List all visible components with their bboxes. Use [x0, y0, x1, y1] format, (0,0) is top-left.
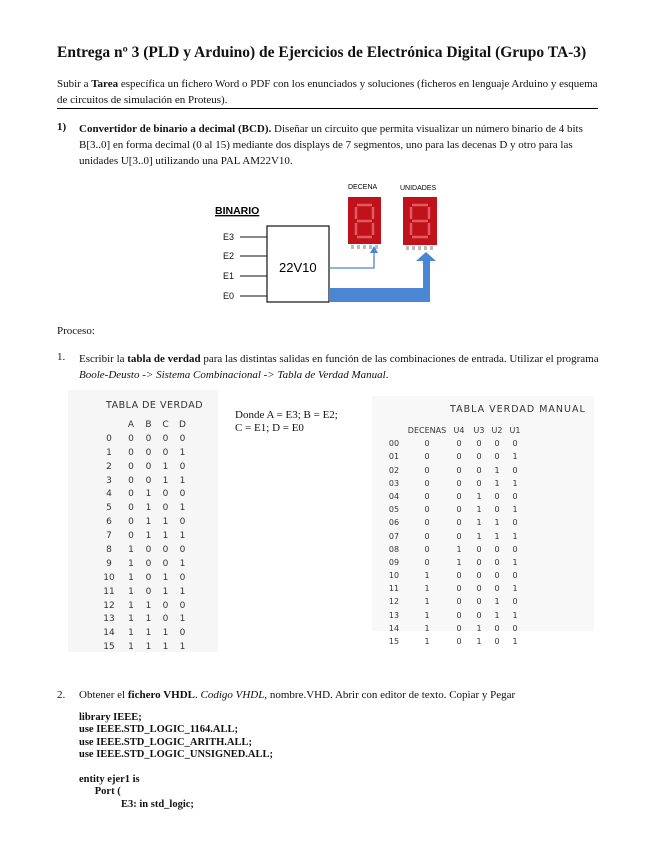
- input-label-e0: E0: [223, 291, 235, 301]
- table1-cell: 1: [128, 600, 134, 611]
- table2-cell: 04: [388, 491, 400, 501]
- table2-cell: 1: [494, 518, 500, 528]
- exercise-number: 1): [57, 121, 67, 133]
- step-1-italic: Boole-Deusto -> Sistema Combinacional -> Tabla de Verdad Manual: [79, 369, 386, 381]
- table1-cell: 0: [106, 433, 112, 444]
- table2-cell: 0: [476, 610, 482, 620]
- table1-cell: 3: [106, 475, 112, 486]
- table1-cell: 0: [128, 517, 134, 528]
- step-2-mid: .: [195, 689, 201, 701]
- table1-cell: 1: [179, 447, 186, 458]
- table1-cell: 1: [145, 517, 152, 528]
- table1-cell: 2: [106, 461, 112, 472]
- table2-cell: 1: [512, 478, 518, 488]
- note-line-1: Donde A = E3; B = E2;: [235, 409, 338, 421]
- table2-cell: 1: [494, 465, 500, 475]
- step-1-mid: para las distintas salidas en función de las combinaciones de entrada. Utilizar el programa: [200, 353, 599, 365]
- table2-cell: 0: [456, 597, 462, 607]
- step-2-italic: Codigo VHDL: [200, 689, 265, 701]
- table2-cell: 1: [424, 637, 430, 646]
- table2-cell: 0: [456, 571, 462, 581]
- table2-cell: 0: [424, 439, 430, 449]
- table2-cell: 1: [512, 610, 518, 620]
- table1-cell: 4: [106, 489, 112, 500]
- table2-header-cell: U1: [509, 426, 521, 435]
- table2-cell: 1: [424, 597, 430, 607]
- table2-cell: 0: [476, 557, 482, 567]
- note-line-2: C = E1; D = E0: [235, 422, 304, 434]
- table1-cell: 1: [162, 461, 169, 472]
- table2-cell: 1: [456, 557, 462, 567]
- table1-cell: 1: [179, 614, 186, 625]
- table1-cell: 6: [106, 517, 112, 528]
- table2-cell: 0: [476, 584, 482, 594]
- table1-cell: 1: [162, 572, 169, 583]
- step-1-end: .: [385, 369, 389, 381]
- table2-cell: 1: [512, 505, 518, 515]
- table2-cell: 03: [388, 478, 400, 488]
- divider: [57, 108, 598, 109]
- table1-cell: 14: [103, 628, 115, 639]
- table1-cell: 0: [128, 475, 134, 486]
- binario-label: BINARIO: [215, 205, 260, 217]
- table2-cell: 1: [512, 584, 518, 594]
- table1-cell: 1: [145, 628, 152, 639]
- decena-wire: [329, 250, 374, 268]
- table1-cell: 0: [128, 531, 134, 542]
- table1-cell: 0: [162, 600, 169, 611]
- table1-cell: 1: [162, 475, 169, 486]
- table2-cell: 0: [494, 623, 500, 633]
- table2-cell: 0: [476, 452, 482, 462]
- table2-cell: 1: [512, 637, 518, 646]
- table1-header-cell: B: [145, 420, 152, 430]
- table1-cell: 0: [179, 545, 186, 556]
- table2-cell: 02: [388, 465, 400, 475]
- table2-cell: 1: [512, 531, 518, 541]
- table2-cell: 0: [424, 544, 430, 554]
- table1-cell: 0: [128, 433, 134, 444]
- exercise-1-heading: Convertidor de binario a decimal (BCD).: [79, 123, 272, 135]
- table1-cell: 0: [162, 503, 169, 514]
- table1-header-cell: A: [127, 420, 135, 430]
- step-2-pre: Obtener el: [79, 689, 128, 701]
- table1-cell: 0: [179, 600, 186, 611]
- table1-cell: 0: [128, 503, 134, 514]
- table2-cell: 0: [512, 518, 518, 528]
- page-title: Entrega nº 3 (PLD y Arduino) de Ejercicios de Electrónica Digital (Grupo TA-3): [57, 44, 587, 61]
- table1-cell: 1: [179, 558, 186, 569]
- table1-grid: [96, 419, 191, 655]
- table2-cell: 1: [476, 637, 482, 646]
- table1-cell: 0: [179, 433, 186, 444]
- table2-cell: 0: [494, 584, 500, 594]
- table1-cell: 0: [145, 545, 152, 556]
- table2-cell: 1: [424, 610, 430, 620]
- table2-cell: 13: [388, 610, 400, 620]
- table2-cell: 0: [424, 557, 430, 567]
- table1-cell: 1: [145, 503, 152, 514]
- table1-cell: 1: [145, 489, 152, 500]
- table1-cell: 0: [145, 433, 152, 444]
- table1-cell: 1: [128, 586, 134, 597]
- exercise-1-statement: [79, 121, 601, 169]
- table1-cell: 0: [145, 475, 152, 486]
- table2-cell: 0: [494, 557, 500, 567]
- table2-cell: 0: [476, 571, 482, 581]
- handwritten-truth-table: [68, 390, 218, 652]
- table1-title: TABLA DE VERDAD: [106, 400, 204, 411]
- table2-cell: 1: [476, 491, 482, 501]
- table2-cell: 1: [494, 597, 500, 607]
- input-label-e2: E2: [223, 251, 235, 261]
- table1-cell: 5: [106, 503, 112, 514]
- table1-cell: 0: [179, 572, 186, 583]
- intro-paragraph: [57, 76, 605, 108]
- table1-cell: 10: [103, 572, 115, 583]
- table1-cell: 0: [128, 461, 134, 472]
- table1-cell: 1: [162, 642, 169, 653]
- table1-header-cell: [96, 419, 122, 433]
- table2-cell: 0: [512, 597, 518, 607]
- table2-header-cell: [382, 424, 406, 437]
- table2-cell: 1: [424, 571, 430, 581]
- table1-cell: 0: [128, 489, 134, 500]
- table2-cell: 09: [388, 557, 400, 567]
- table1-header-cell: D: [179, 420, 186, 430]
- table2-header-cell: U2: [491, 426, 503, 435]
- table2-cell: 1: [494, 610, 500, 620]
- table2-cell: 0: [476, 439, 482, 449]
- table2-cell: 0: [512, 491, 518, 501]
- table1-cell: 1: [145, 600, 152, 611]
- decena-display: [348, 197, 381, 249]
- handwritten-manual-table: [372, 396, 594, 646]
- step-1-number: 1.: [57, 351, 66, 363]
- table2-cell: 0: [476, 465, 482, 475]
- proceso-label: Proceso:: [57, 325, 95, 337]
- table1-cell: 1: [162, 517, 169, 528]
- table1-cell: 1: [106, 447, 112, 458]
- table1-cell: 1: [128, 558, 134, 569]
- table1-cell: 0: [179, 517, 186, 528]
- table2-cell: 0: [424, 518, 430, 528]
- table1-cell: 1: [179, 531, 186, 542]
- table2-grid: [382, 424, 524, 648]
- table2-cell: 0: [494, 439, 500, 449]
- table2-cell: 0: [456, 439, 462, 449]
- table2-cell: 0: [512, 544, 518, 554]
- step-1-pre: Escribir la: [79, 353, 128, 365]
- table1-cell: 1: [145, 614, 152, 625]
- table1-header-cell: C: [162, 420, 169, 430]
- step-1-text: [79, 351, 604, 383]
- exercise-1-text: Diseñar un circuito que permita visualizar un número binario de 4 bits B[3..0] en forma decimal (0 al 15) mediante dos displays de 7 segmentos, uno para las decenas D y otro para las unidades U[3..0] utilizando una PAL AM22V10.: [79, 123, 583, 167]
- table2-cell: 0: [476, 478, 482, 488]
- unidades-display: [403, 197, 437, 250]
- table2-cell: 0: [456, 623, 462, 633]
- table2-title: TABLA VERDAD MANUAL: [450, 404, 586, 415]
- table2-cell: 0: [456, 465, 462, 475]
- step-2-text: [79, 689, 515, 701]
- table1-cell: 1: [179, 503, 186, 514]
- input-label-e1: E1: [223, 271, 235, 281]
- unidades-bus-arrow: [329, 252, 436, 302]
- table2-cell: 0: [512, 465, 518, 475]
- table2-cell: 0: [424, 478, 430, 488]
- table2-cell: 0: [494, 505, 500, 515]
- variable-mapping-note: [235, 409, 338, 435]
- table2-cell: 0: [456, 637, 462, 646]
- unidades-label: UNIDADES: [400, 185, 437, 192]
- table2-cell: 06: [388, 518, 400, 528]
- table2-cell: 0: [456, 518, 462, 528]
- table2-cell: 1: [494, 478, 500, 488]
- table2-cell: 07: [388, 531, 400, 541]
- table1-cell: 1: [128, 628, 134, 639]
- intro-text: Subir a: [57, 78, 92, 90]
- step-2-end: , nombre.VHD. Abrir con editor de texto. Copiar y Pegar: [264, 689, 516, 701]
- table2-cell: 0: [512, 623, 518, 633]
- table2-cell: 1: [494, 531, 500, 541]
- table2-cell: 0: [456, 610, 462, 620]
- table1-cell: 9: [106, 558, 112, 569]
- table2-cell: 0: [424, 452, 430, 462]
- table1-cell: 0: [128, 447, 134, 458]
- vhdl-code-block: library IEEE; use IEEE.STD_LOGIC_1164.ALL; use IEEE.STD_LOGIC_ARITH.ALL; use IEEE.STD_LOGIC_UNSIGNED.ALL; entity ejer1 is Port ( E3: in std_logic;: [79, 712, 274, 810]
- table2-cell: 14: [388, 623, 400, 633]
- table2-cell: 01: [388, 452, 400, 462]
- table2-header-cell: U3: [473, 426, 485, 435]
- table2-cell: 11: [388, 584, 400, 594]
- table2-cell: 0: [456, 452, 462, 462]
- table1-cell: 0: [145, 558, 152, 569]
- input-label-e3: E3: [223, 232, 235, 242]
- circuit-diagram: [205, 178, 455, 310]
- table1-cell: 1: [179, 586, 186, 597]
- table2-cell: 0: [456, 491, 462, 501]
- table1-cell: 0: [162, 489, 169, 500]
- table2-cell: 1: [476, 518, 482, 528]
- table1-cell: 1: [128, 572, 134, 583]
- table2-cell: 08: [388, 544, 400, 554]
- table2-cell: 1: [476, 531, 482, 541]
- table1-cell: 0: [145, 572, 152, 583]
- table2-cell: 1: [512, 452, 518, 462]
- table2-cell: 0: [512, 439, 518, 449]
- table2-cell: 1: [476, 623, 482, 633]
- table1-cell: 8: [106, 545, 112, 556]
- table1-cell: 1: [128, 642, 134, 653]
- table2-cell: 1: [456, 544, 462, 554]
- table1-cell: 1: [162, 586, 169, 597]
- table2-cell: 0: [456, 505, 462, 515]
- table1-cell: 0: [145, 586, 152, 597]
- table1-cell: 0: [179, 628, 186, 639]
- table1-cell: 1: [162, 531, 169, 542]
- table2-cell: 0: [476, 544, 482, 554]
- table1-cell: 1: [162, 628, 169, 639]
- table1-cell: 1: [179, 642, 186, 653]
- table2-cell: 1: [512, 557, 518, 567]
- table2-cell: 0: [456, 478, 462, 488]
- table2-cell: 1: [424, 623, 430, 633]
- table2-header-cell: U4: [453, 426, 465, 435]
- table2-cell: 00: [388, 439, 400, 449]
- table1-cell: 0: [162, 433, 169, 444]
- table1-cell: 11: [103, 586, 115, 597]
- step-2-bold: fichero VHDL: [127, 689, 195, 701]
- table1-cell: 1: [128, 614, 134, 625]
- table2-header-cell: DECENAS: [407, 426, 447, 435]
- table1-cell: 0: [162, 614, 169, 625]
- table1-cell: 0: [179, 489, 186, 500]
- table2-cell: 0: [456, 584, 462, 594]
- step-1-bold: tabla de verdad: [127, 353, 201, 365]
- table2-cell: 0: [494, 452, 500, 462]
- table1-cell: 0: [145, 447, 152, 458]
- table2-cell: 05: [388, 505, 400, 515]
- table1-cell: 1: [179, 475, 186, 486]
- table2-cell: 0: [512, 571, 518, 581]
- table2-cell: 1: [424, 584, 430, 594]
- table1-cell: 7: [106, 531, 112, 542]
- intro-bold: Tarea: [91, 78, 119, 90]
- intro-text-end: específica un fichero Word o PDF con los enunciados y soluciones (ficheros en lenguaje Arduino y esquema de circuitos de simulación en Proteus).: [57, 78, 598, 106]
- table2-cell: 15: [388, 637, 400, 646]
- table1-cell: 0: [179, 461, 186, 472]
- table2-cell: 0: [424, 491, 430, 501]
- table1-cell: 1: [145, 531, 152, 542]
- table1-cell: 0: [162, 447, 169, 458]
- table1-cell: 0: [162, 558, 169, 569]
- table2-cell: 10: [388, 571, 400, 581]
- chip-label: 22V10: [279, 260, 317, 275]
- table1-cell: 1: [145, 642, 152, 653]
- table1-cell: 12: [103, 600, 115, 611]
- table2-cell: 12: [388, 597, 400, 607]
- table2-cell: 0: [424, 465, 430, 475]
- table1-cell: 15: [103, 642, 115, 653]
- table2-cell: 0: [494, 571, 500, 581]
- table2-cell: 0: [494, 637, 500, 646]
- table1-cell: 13: [103, 614, 115, 625]
- table1-cell: 0: [162, 545, 169, 556]
- table2-cell: 0: [456, 531, 462, 541]
- step-2-number: 2.: [57, 689, 66, 701]
- table2-cell: 1: [476, 505, 482, 515]
- table2-cell: 0: [424, 531, 430, 541]
- table1-cell: 0: [145, 461, 152, 472]
- table2-cell: 0: [476, 597, 482, 607]
- table2-cell: 0: [424, 505, 430, 515]
- table2-cell: 0: [494, 491, 500, 501]
- decena-label: DECENA: [348, 184, 378, 191]
- table2-cell: 0: [494, 544, 500, 554]
- table1-cell: 1: [128, 545, 134, 556]
